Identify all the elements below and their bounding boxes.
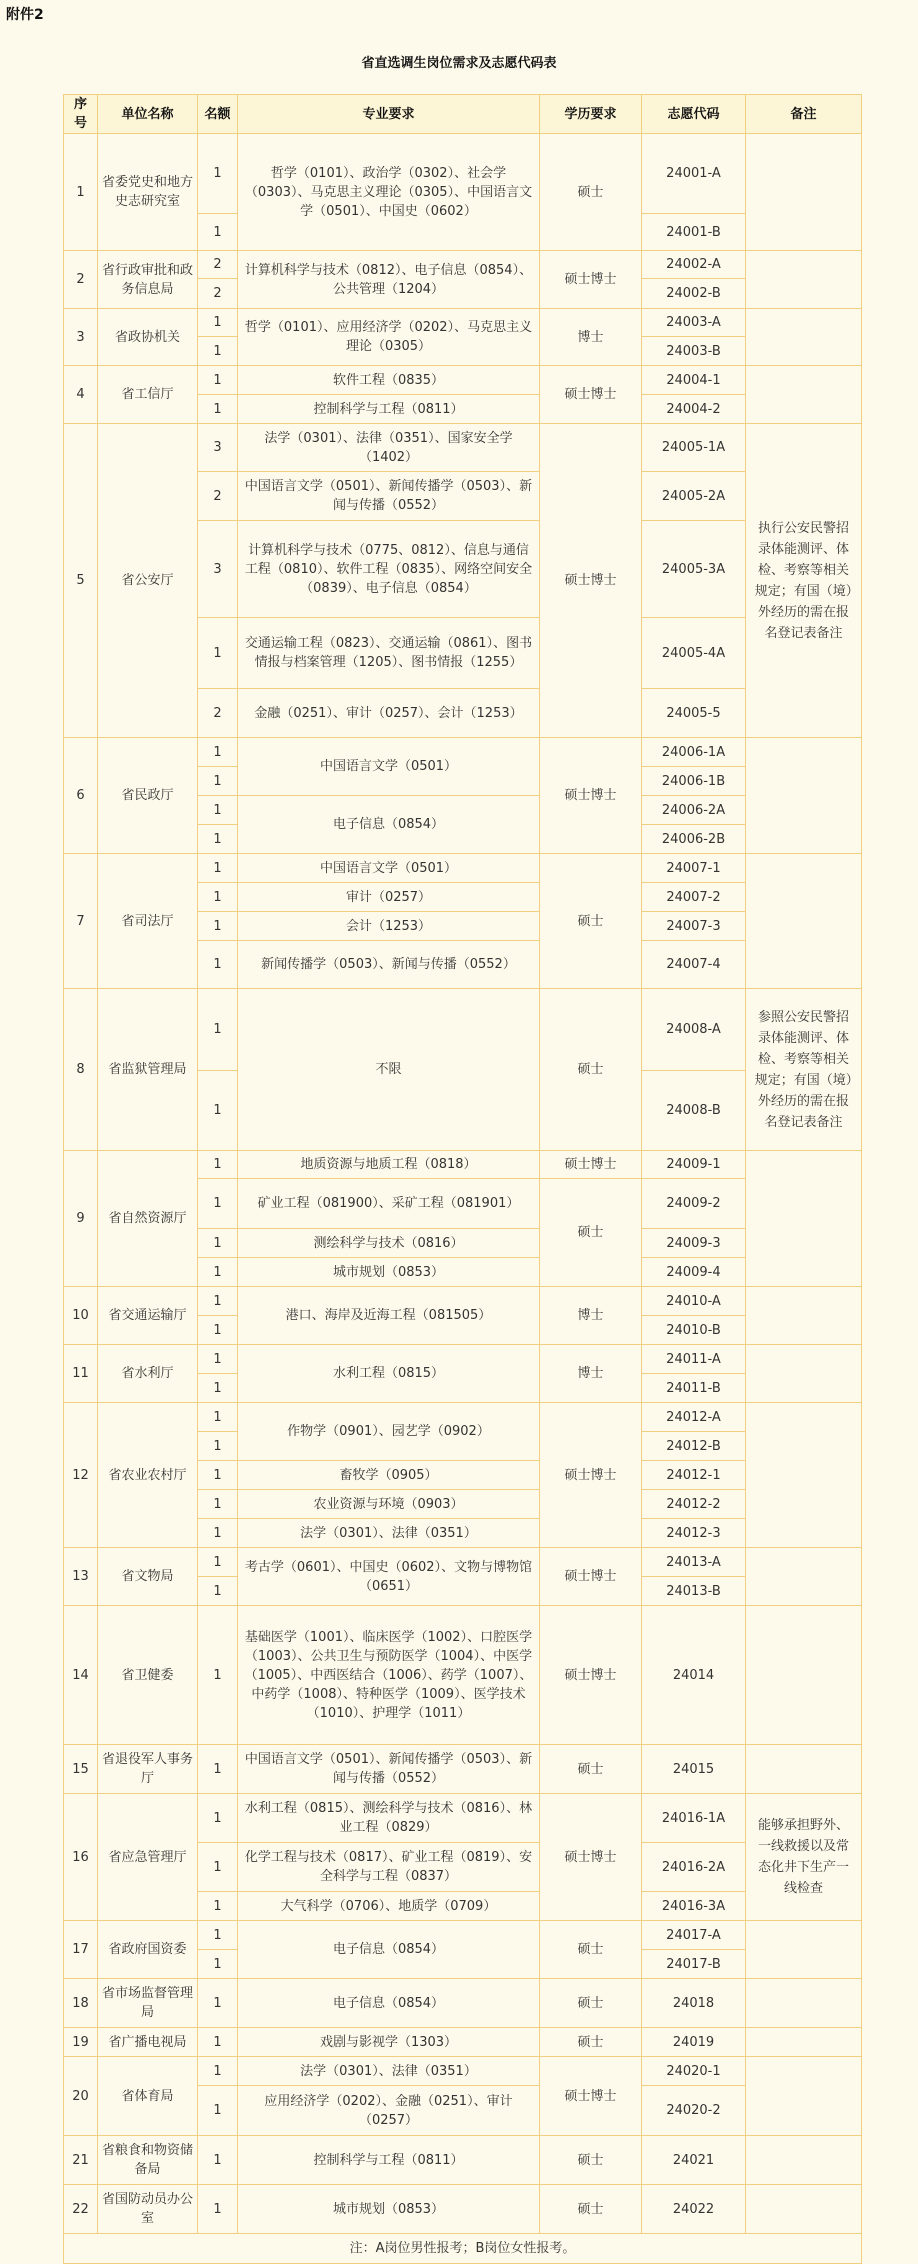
table-cell: 博士	[540, 1345, 642, 1403]
table-cell: 1	[198, 618, 238, 689]
table-cell: 11	[64, 1345, 98, 1403]
table-cell: 省粮食和物资储备局	[98, 2136, 198, 2185]
table-cell: 水利工程（0815）、测绘科学与技术（0816）、林业工程（0829）	[238, 1794, 540, 1843]
table-cell: 1	[198, 1745, 238, 1794]
table-cell: 24016-3A	[642, 1892, 746, 1921]
table-cell: 1	[198, 883, 238, 912]
table-cell: 能够承担野外、一线救援以及常态化井下生产一线检查	[746, 1794, 862, 1921]
table-cell: 1	[198, 912, 238, 941]
table-cell: 20	[64, 2057, 98, 2136]
table-cell: 省体育局	[98, 2057, 198, 2136]
table-row	[64, 1151, 862, 1179]
header-degree: 学历要求	[540, 95, 642, 134]
table-row	[64, 1548, 862, 1577]
table-cell: 24005-4A	[642, 618, 746, 689]
table-cell: 农业资源与环境（0903）	[238, 1490, 540, 1519]
table-cell: 硕士博士	[540, 1151, 642, 1179]
table-cell: 地质资源与地质工程（0818）	[238, 1151, 540, 1179]
table-cell: 硕士	[540, 1979, 642, 2028]
table-cell: 2	[198, 251, 238, 279]
table-cell: 24012-A	[642, 1403, 746, 1432]
table-cell: 省交通运输厅	[98, 1287, 198, 1345]
table-cell: 省工信厅	[98, 366, 198, 424]
table-cell: 硕士	[540, 1745, 642, 1794]
table-cell	[746, 1287, 862, 1345]
table-cell: 中国语言文学（0501）	[238, 854, 540, 883]
table-cell: 控制科学与工程（0811）	[238, 2136, 540, 2185]
table-cell: 省市场监督管理局	[98, 1979, 198, 2028]
table-cell: 16	[64, 1794, 98, 1921]
header-unit: 单位名称	[98, 95, 198, 134]
table-cell: 省司法厅	[98, 854, 198, 989]
table-cell: 1	[198, 309, 238, 337]
table-cell: 硕士博士	[540, 251, 642, 309]
table-cell: 硕士	[540, 854, 642, 989]
table-row	[64, 1745, 862, 1794]
table-cell: 1	[198, 1921, 238, 1950]
table-cell: 城市规划（0853）	[238, 1258, 540, 1287]
table-row	[64, 1403, 862, 1432]
table-cell: 24006-2B	[642, 825, 746, 854]
table-cell: 中国语言文学（0501）	[238, 738, 540, 796]
table-cell	[746, 854, 862, 989]
table-cell: 化学工程与技术（0817）、矿业工程（0819）、安全科学与工程（0837）	[238, 1843, 540, 1892]
table-cell: 省委党史和地方史志研究室	[98, 134, 198, 251]
table-cell: 1	[198, 1179, 238, 1229]
table-row	[64, 2136, 862, 2185]
table-cell: 硕士博士	[540, 738, 642, 854]
table-cell: 5	[64, 424, 98, 738]
header-seq: 序号	[64, 95, 98, 134]
table-row	[64, 366, 862, 395]
table-cell: 24012-1	[642, 1461, 746, 1490]
table-cell: 中国语言文学（0501）、新闻传播学（0503）、新闻与传播（0552）	[238, 472, 540, 521]
table-cell	[746, 1606, 862, 1745]
table-cell: 1	[198, 854, 238, 883]
table-cell: 博士	[540, 1287, 642, 1345]
table-cell: 城市规划（0853）	[238, 2185, 540, 2234]
table-cell: 1	[198, 2028, 238, 2057]
table-cell: 交通运输工程（0823）、交通运输（0861）、图书情报与档案管理（1205）、图书情报（1255）	[238, 618, 540, 689]
table-cell: 24018	[642, 1979, 746, 2028]
table-cell: 24006-1B	[642, 767, 746, 796]
table-cell: 24004-1	[642, 366, 746, 395]
table-cell: 港口、海岸及近海工程（081505）	[238, 1287, 540, 1345]
table-cell: 省国防动员办公室	[98, 2185, 198, 2234]
table-cell: 18	[64, 1979, 98, 2028]
footnote-row	[64, 2234, 862, 2264]
table-cell: 1	[198, 1548, 238, 1577]
table-cell	[746, 2057, 862, 2136]
table-cell: 硕士	[540, 2136, 642, 2185]
table-cell: 哲学（0101）、应用经济学（0202）、马克思主义理论（0305）	[238, 309, 540, 366]
table-cell: 1	[198, 2136, 238, 2185]
table-cell: 省监狱管理局	[98, 989, 198, 1151]
table-cell: 1	[198, 1258, 238, 1287]
table-cell: 矿业工程（081900）、采矿工程（081901）	[238, 1179, 540, 1229]
table-cell: 24007-1	[642, 854, 746, 883]
table-cell	[746, 2185, 862, 2234]
table-cell: 21	[64, 2136, 98, 2185]
table-cell: 24009-1	[642, 1151, 746, 1179]
table-cell	[746, 1403, 862, 1548]
table-cell: 戏剧与影视学（1303）	[238, 2028, 540, 2057]
table-cell: 执行公安民警招录体能测评、体检、考察等相关规定；有国（境）外经历的需在报名登记表备注	[746, 424, 862, 738]
table-cell: 1	[198, 1979, 238, 2028]
table-cell: 3	[198, 521, 238, 618]
table-cell: 1	[198, 134, 238, 214]
table-cell: 硕士博士	[540, 2057, 642, 2136]
table-cell: 24012-B	[642, 1432, 746, 1461]
table-cell: 参照公安民警招录体能测评、体检、考察等相关规定；有国（境）外经历的需在报名登记表备注	[746, 989, 862, 1151]
table-cell: 省自然资源厅	[98, 1151, 198, 1287]
table-cell: 24019	[642, 2028, 746, 2057]
table-cell: 软件工程（0835）	[238, 366, 540, 395]
table-cell: 24003-B	[642, 337, 746, 366]
table-cell: 24009-3	[642, 1229, 746, 1258]
table-cell: 24011-A	[642, 1345, 746, 1374]
table-cell: 1	[198, 395, 238, 424]
table-cell: 新闻传播学（0503）、新闻与传播（0552）	[238, 941, 540, 989]
table-cell: 24014	[642, 1606, 746, 1745]
table-cell: 中国语言文学（0501）、新闻传播学（0503）、新闻与传播（0552）	[238, 1745, 540, 1794]
header-quota: 名额	[198, 95, 238, 134]
table-cell	[746, 366, 862, 424]
table-cell: 1	[198, 1490, 238, 1519]
header-major: 专业要求	[238, 95, 540, 134]
table-cell: 省公安厅	[98, 424, 198, 738]
table-cell: 24005-3A	[642, 521, 746, 618]
table-cell: 1	[198, 1229, 238, 1258]
table-cell: 博士	[540, 309, 642, 366]
table-cell: 省退役军人事务厅	[98, 1745, 198, 1794]
table-cell: 计算机科学与技术（0775、0812）、信息与通信工程（0810）、软件工程（0835）、网络空间安全（0839）、电子信息（0854）	[238, 521, 540, 618]
table-cell: 1	[198, 2185, 238, 2234]
table-cell	[746, 2028, 862, 2057]
table-cell: 硕士	[540, 2028, 642, 2057]
table-row	[64, 1606, 862, 1745]
table-cell: 省政协机关	[98, 309, 198, 366]
table-cell: 1	[64, 134, 98, 251]
table-cell: 1	[198, 2086, 238, 2136]
table-cell: 24004-2	[642, 395, 746, 424]
table-row	[64, 1979, 862, 2028]
table-cell: 9	[64, 1151, 98, 1287]
table-cell: 畜牧学（0905）	[238, 1461, 540, 1490]
table-cell: 24005-2A	[642, 472, 746, 521]
positions-table	[63, 94, 862, 2264]
table-cell: 会计（1253）	[238, 912, 540, 941]
table-cell: 水利工程（0815）	[238, 1345, 540, 1403]
table-cell: 24012-2	[642, 1490, 746, 1519]
table-cell: 1	[198, 2057, 238, 2086]
header-code: 志愿代码	[642, 95, 746, 134]
table-row	[64, 309, 862, 337]
table-cell: 省卫健委	[98, 1606, 198, 1745]
table-cell: 1	[198, 1606, 238, 1745]
table-row	[64, 1345, 862, 1374]
table-row	[64, 251, 862, 279]
table-cell: 1	[198, 1577, 238, 1606]
table-cell: 1	[198, 738, 238, 767]
table-cell: 硕士	[540, 2185, 642, 2234]
table-cell	[746, 1548, 862, 1606]
table-row	[64, 854, 862, 883]
table-cell: 24007-4	[642, 941, 746, 989]
table-cell: 24013-B	[642, 1577, 746, 1606]
table-cell: 硕士博士	[540, 424, 642, 738]
table-cell: 1	[198, 767, 238, 796]
table-cell: 15	[64, 1745, 98, 1794]
table-cell: 24009-2	[642, 1179, 746, 1229]
table-cell: 1	[198, 337, 238, 366]
table-cell: 6	[64, 738, 98, 854]
table-cell: 1	[198, 1519, 238, 1548]
table-cell: 硕士博士	[540, 1794, 642, 1921]
table-cell: 1	[198, 1374, 238, 1403]
table-cell: 电子信息（0854）	[238, 1921, 540, 1979]
table-cell: 应用经济学（0202）、金融（0251）、审计（0257）	[238, 2086, 540, 2136]
table-row	[64, 1287, 862, 1316]
table-cell: 1	[198, 1287, 238, 1316]
table-cell: 1	[198, 1432, 238, 1461]
table-cell: 24007-2	[642, 883, 746, 912]
table-cell: 1	[198, 1345, 238, 1374]
table-cell: 24017-B	[642, 1950, 746, 1979]
table-cell: 7	[64, 854, 98, 989]
table-row	[64, 1794, 862, 1843]
table-cell: 省农业农村厅	[98, 1403, 198, 1548]
table-cell: 24021	[642, 2136, 746, 2185]
table-cell	[746, 1745, 862, 1794]
table-cell: 1	[198, 214, 238, 251]
table-cell: 硕士博士	[540, 1403, 642, 1548]
table-body	[64, 134, 862, 2234]
table-cell: 1	[198, 1461, 238, 1490]
table-cell: 硕士	[540, 989, 642, 1151]
table-cell: 1	[198, 1403, 238, 1432]
table-cell: 3	[64, 309, 98, 366]
table-cell	[746, 1345, 862, 1403]
table-cell: 24008-A	[642, 989, 746, 1071]
table-cell: 24010-B	[642, 1316, 746, 1345]
table-cell: 电子信息（0854）	[238, 1979, 540, 2028]
table-cell: 24008-B	[642, 1071, 746, 1151]
table-cell: 省广播电视局	[98, 2028, 198, 2057]
table-cell: 24001-A	[642, 134, 746, 214]
table-cell: 24003-A	[642, 309, 746, 337]
table-cell: 1	[198, 989, 238, 1071]
table-cell: 硕士博士	[540, 366, 642, 424]
table-cell: 24009-4	[642, 1258, 746, 1287]
table-cell: 24005-5	[642, 689, 746, 738]
table-cell: 2	[64, 251, 98, 309]
table-cell: 省应急管理厅	[98, 1794, 198, 1921]
table-cell: 硕士博士	[540, 1606, 642, 1745]
table-cell: 10	[64, 1287, 98, 1345]
table-cell: 2	[198, 472, 238, 521]
table-cell	[746, 738, 862, 854]
table-cell: 3	[198, 424, 238, 472]
table-cell: 1	[198, 941, 238, 989]
table-cell: 24005-1A	[642, 424, 746, 472]
table-cell: 法学（0301）、法律（0351）	[238, 2057, 540, 2086]
table-cell: 硕士	[540, 1179, 642, 1287]
table-cell: 不限	[238, 989, 540, 1151]
table-cell: 24022	[642, 2185, 746, 2234]
table-cell: 1	[198, 366, 238, 395]
table-cell: 金融（0251）、审计（0257）、会计（1253）	[238, 689, 540, 738]
table-cell	[746, 251, 862, 309]
table-cell: 1	[198, 1794, 238, 1843]
table-cell: 24002-B	[642, 279, 746, 309]
footnote: 注：A岗位男性报考；B岗位女性报考。	[64, 2234, 862, 2264]
table-row	[64, 2057, 862, 2086]
table-cell: 省行政审批和政务信息局	[98, 251, 198, 309]
table-cell: 14	[64, 1606, 98, 1745]
table-cell: 24015	[642, 1745, 746, 1794]
table-row	[64, 134, 862, 214]
table-row	[64, 738, 862, 767]
table-cell: 24017-A	[642, 1921, 746, 1950]
table-cell: 省民政厅	[98, 738, 198, 854]
table-cell: 1	[198, 1151, 238, 1179]
table-cell	[746, 1151, 862, 1287]
table-cell: 作物学（0901）、园艺学（0902）	[238, 1403, 540, 1461]
table-row	[64, 424, 862, 472]
table-cell: 硕士	[540, 134, 642, 251]
table-cell: 审计（0257）	[238, 883, 540, 912]
table-cell: 24001-B	[642, 214, 746, 251]
table-cell: 1	[198, 1316, 238, 1345]
table-cell: 控制科学与工程（0811）	[238, 395, 540, 424]
table-cell: 24010-A	[642, 1287, 746, 1316]
table-cell: 2	[198, 689, 238, 738]
table-cell: 1	[198, 1892, 238, 1921]
table-cell: 4	[64, 366, 98, 424]
table-cell: 24012-3	[642, 1519, 746, 1548]
table-cell: 考古学（0601）、中国史（0602）、文物与博物馆（0651）	[238, 1548, 540, 1606]
table-cell: 基础医学（1001）、临床医学（1002）、口腔医学（1003）、公共卫生与预防医学（1004）、中医学（1005）、中西医结合（1006）、药学（1007）、中药学（1008）、特种医学（1009）、医学技术（1010）、护理学（1011）	[238, 1606, 540, 1745]
table-cell: 24007-3	[642, 912, 746, 941]
header-remark: 备注	[746, 95, 862, 134]
table-cell: 省文物局	[98, 1548, 198, 1606]
table-cell: 12	[64, 1403, 98, 1548]
table-row	[64, 989, 862, 1071]
table-cell: 24020-1	[642, 2057, 746, 2086]
table-cell: 1	[198, 1843, 238, 1892]
table-cell: 24016-2A	[642, 1843, 746, 1892]
table-cell: 硕士	[540, 1921, 642, 1979]
table-cell: 24013-A	[642, 1548, 746, 1577]
table-cell: 2	[198, 279, 238, 309]
table-cell: 24006-1A	[642, 738, 746, 767]
table-cell: 大气科学（0706）、地质学（0709）	[238, 1892, 540, 1921]
table-cell: 1	[198, 796, 238, 825]
table-cell: 硕士博士	[540, 1548, 642, 1606]
table-cell: 电子信息（0854）	[238, 796, 540, 854]
table-cell	[746, 309, 862, 366]
attachment-label: 附件2	[6, 7, 44, 23]
table-cell: 计算机科学与技术（0812）、电子信息（0854）、公共管理（1204）	[238, 251, 540, 309]
table-cell: 24011-B	[642, 1374, 746, 1403]
table-cell	[746, 1921, 862, 1979]
header-row	[64, 95, 862, 134]
table-cell	[746, 1979, 862, 2028]
table-cell	[746, 2136, 862, 2185]
table-row	[64, 2028, 862, 2057]
table-cell: 24016-1A	[642, 1794, 746, 1843]
table-cell: 24006-2A	[642, 796, 746, 825]
table-cell: 22	[64, 2185, 98, 2234]
table-cell: 1	[198, 1071, 238, 1151]
table-cell: 1	[198, 825, 238, 854]
page-title: 省直选调生岗位需求及志愿代码表	[361, 56, 557, 71]
table-cell: 法学（0301）、法律（0351）	[238, 1519, 540, 1548]
table-cell: 省政府国资委	[98, 1921, 198, 1979]
table-cell: 测绘科学与技术（0816）	[238, 1229, 540, 1258]
table-cell: 省水利厅	[98, 1345, 198, 1403]
table-cell: 法学（0301）、法律（0351）、国家安全学（1402）	[238, 424, 540, 472]
table-row	[64, 1921, 862, 1950]
table-cell	[746, 134, 862, 251]
table-cell: 24020-2	[642, 2086, 746, 2136]
table-cell: 8	[64, 989, 98, 1151]
table-cell: 19	[64, 2028, 98, 2057]
table-cell: 13	[64, 1548, 98, 1606]
table-cell: 哲学（0101）、政治学（0302）、社会学（0303）、马克思主义理论（0305）、中国语言文学（0501）、中国史（0602）	[238, 134, 540, 251]
table-row	[64, 2185, 862, 2234]
table-cell: 1	[198, 1950, 238, 1979]
table-cell: 24002-A	[642, 251, 746, 279]
table-cell: 17	[64, 1921, 98, 1979]
